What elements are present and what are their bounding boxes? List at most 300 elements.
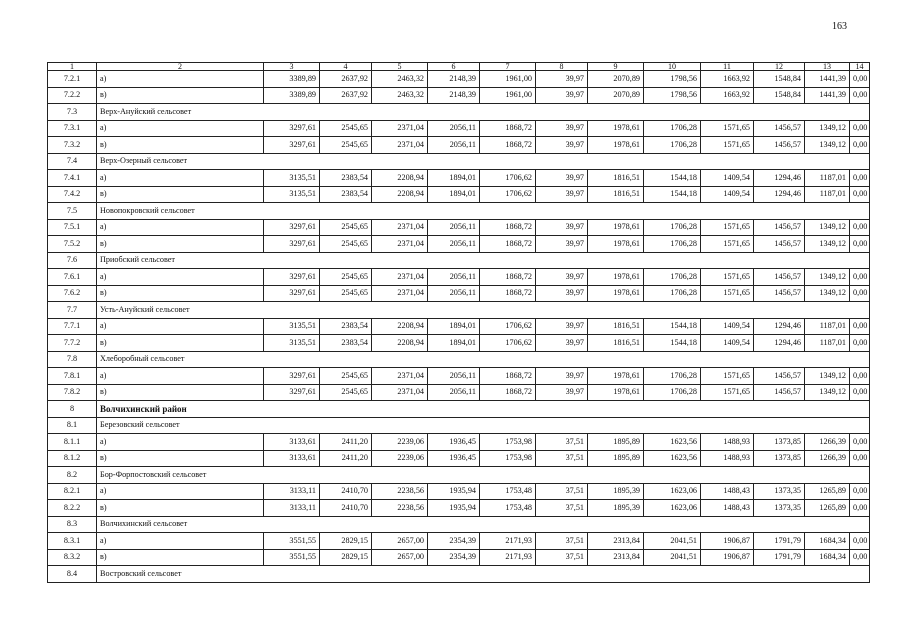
value-cell: 0,00 [850, 500, 870, 517]
value-cell: 2410,70 [320, 500, 372, 517]
table-row-section [48, 153, 870, 170]
value-cell: 1753,48 [480, 500, 536, 517]
value-cell: 39,97 [536, 170, 588, 187]
value-cell: 1349,12 [805, 285, 850, 302]
value-cell: 37,51 [536, 434, 588, 451]
row-id: 7.6 [48, 252, 97, 269]
value-cell: 1706,62 [480, 335, 536, 352]
value-cell: 1544,18 [644, 335, 701, 352]
value-cell: 2411,20 [320, 450, 372, 467]
row-id: 7.5.2 [48, 236, 97, 253]
row-id: 8.3.1 [48, 533, 97, 550]
value-cell: 2371,04 [372, 120, 428, 137]
value-cell: 1753,48 [480, 483, 536, 500]
value-cell: 1571,65 [701, 120, 754, 137]
row-id: 8.3.2 [48, 549, 97, 566]
value-cell: 39,97 [536, 368, 588, 385]
row-id: 8.2 [48, 467, 97, 484]
value-cell: 1623,56 [644, 450, 701, 467]
row-id: 7.3.2 [48, 137, 97, 154]
value-cell: 0,00 [850, 450, 870, 467]
value-cell: 3551,55 [264, 533, 320, 550]
row-label: а) [97, 120, 264, 137]
value-cell: 39,97 [536, 236, 588, 253]
value-cell: 2545,65 [320, 269, 372, 286]
value-cell: 2637,92 [320, 71, 372, 88]
value-cell: 1349,12 [805, 384, 850, 401]
table-row-district [48, 401, 870, 418]
row-id: 8.1 [48, 417, 97, 434]
value-cell: 2313,84 [588, 533, 644, 550]
table-row-section [48, 252, 870, 269]
value-cell: 2208,94 [372, 186, 428, 203]
value-cell: 0,00 [850, 483, 870, 500]
value-cell: 1894,01 [428, 186, 480, 203]
value-cell: 1187,01 [805, 318, 850, 335]
value-cell: 39,97 [536, 87, 588, 104]
value-cell: 39,97 [536, 318, 588, 335]
value-cell: 0,00 [850, 219, 870, 236]
column-number: 14 [850, 63, 870, 71]
row-id: 7.6.1 [48, 269, 97, 286]
value-cell: 1868,72 [480, 285, 536, 302]
section-name: Новопокровский сельсовет [97, 203, 870, 220]
value-cell: 1706,28 [644, 269, 701, 286]
value-cell: 2383,54 [320, 335, 372, 352]
value-cell: 2056,11 [428, 120, 480, 137]
value-cell: 2829,15 [320, 549, 372, 566]
value-cell: 2383,54 [320, 186, 372, 203]
value-cell: 1868,72 [480, 137, 536, 154]
row-label: в) [97, 137, 264, 154]
row-label: а) [97, 170, 264, 187]
value-cell: 1791,79 [754, 549, 805, 566]
value-cell: 1294,46 [754, 318, 805, 335]
value-cell: 1548,84 [754, 71, 805, 88]
value-cell: 1294,46 [754, 170, 805, 187]
table-row-section [48, 467, 870, 484]
value-cell: 39,97 [536, 120, 588, 137]
column-number: 12 [754, 63, 805, 71]
value-cell: 1868,72 [480, 219, 536, 236]
value-cell: 1868,72 [480, 236, 536, 253]
value-cell: 2056,11 [428, 269, 480, 286]
value-cell: 1544,18 [644, 186, 701, 203]
row-label: в) [97, 186, 264, 203]
value-cell: 1936,45 [428, 450, 480, 467]
value-cell: 1978,61 [588, 285, 644, 302]
value-cell: 2371,04 [372, 219, 428, 236]
value-cell: 2056,11 [428, 384, 480, 401]
column-number: 4 [320, 63, 372, 71]
row-id: 7.2.2 [48, 87, 97, 104]
value-cell: 1571,65 [701, 285, 754, 302]
row-label: в) [97, 384, 264, 401]
value-cell: 1894,01 [428, 335, 480, 352]
section-name: Востровский сельсовет [97, 566, 870, 583]
value-cell: 2371,04 [372, 384, 428, 401]
value-cell: 3297,61 [264, 368, 320, 385]
value-cell: 3297,61 [264, 269, 320, 286]
table-row-data [48, 450, 870, 467]
table-row-data [48, 170, 870, 187]
row-id: 7.8.1 [48, 368, 97, 385]
value-cell: 1409,54 [701, 186, 754, 203]
column-number: 11 [701, 63, 754, 71]
table-row-data [48, 71, 870, 88]
value-cell: 39,97 [536, 137, 588, 154]
value-cell: 2545,65 [320, 120, 372, 137]
value-cell: 1978,61 [588, 384, 644, 401]
row-id: 7.4 [48, 153, 97, 170]
value-cell: 39,97 [536, 384, 588, 401]
value-cell: 2545,65 [320, 236, 372, 253]
value-cell: 0,00 [850, 170, 870, 187]
row-id: 7.3 [48, 104, 97, 121]
row-label: в) [97, 87, 264, 104]
value-cell: 1265,89 [805, 500, 850, 517]
value-cell: 1373,35 [754, 483, 805, 500]
value-cell: 0,00 [850, 87, 870, 104]
table-row-data [48, 335, 870, 352]
value-cell: 1456,57 [754, 137, 805, 154]
value-cell: 1706,28 [644, 368, 701, 385]
table-row-section [48, 302, 870, 319]
row-id: 8.1.1 [48, 434, 97, 451]
value-cell: 1571,65 [701, 219, 754, 236]
value-cell: 1706,28 [644, 285, 701, 302]
value-cell: 2171,93 [480, 549, 536, 566]
value-cell: 2238,56 [372, 500, 428, 517]
row-id: 7.7 [48, 302, 97, 319]
value-cell: 1816,51 [588, 170, 644, 187]
value-cell: 1706,28 [644, 137, 701, 154]
value-cell: 1753,98 [480, 450, 536, 467]
table-row-data [48, 549, 870, 566]
value-cell: 2208,94 [372, 335, 428, 352]
value-cell: 2238,56 [372, 483, 428, 500]
table-row-data [48, 186, 870, 203]
column-number: 1 [48, 63, 97, 71]
value-cell: 0,00 [850, 269, 870, 286]
value-cell: 1456,57 [754, 219, 805, 236]
value-cell: 1623,06 [644, 483, 701, 500]
row-id: 8.4 [48, 566, 97, 583]
value-cell: 1816,51 [588, 335, 644, 352]
value-cell: 2070,89 [588, 87, 644, 104]
value-cell: 3297,61 [264, 137, 320, 154]
value-cell: 1706,62 [480, 318, 536, 335]
value-cell: 1895,39 [588, 500, 644, 517]
table-row-section [48, 351, 870, 368]
value-cell: 3389,89 [264, 71, 320, 88]
value-cell: 1456,57 [754, 384, 805, 401]
value-cell: 1978,61 [588, 269, 644, 286]
table-row-section [48, 516, 870, 533]
value-cell: 2056,11 [428, 219, 480, 236]
value-cell: 1868,72 [480, 368, 536, 385]
column-number: 5 [372, 63, 428, 71]
value-cell: 1978,61 [588, 120, 644, 137]
district-name: Волчихинский район [97, 401, 870, 418]
table-row-data [48, 533, 870, 550]
value-cell: 1906,87 [701, 549, 754, 566]
value-cell: 1441,39 [805, 71, 850, 88]
value-cell: 2637,92 [320, 87, 372, 104]
value-cell: 1816,51 [588, 318, 644, 335]
value-cell: 1441,39 [805, 87, 850, 104]
value-cell: 2371,04 [372, 236, 428, 253]
value-cell: 1349,12 [805, 219, 850, 236]
value-cell: 1894,01 [428, 170, 480, 187]
row-id: 8.1.2 [48, 450, 97, 467]
value-cell: 1706,28 [644, 236, 701, 253]
value-cell: 3297,61 [264, 384, 320, 401]
value-cell: 2371,04 [372, 368, 428, 385]
row-id: 7.7.1 [48, 318, 97, 335]
value-cell: 1868,72 [480, 120, 536, 137]
value-cell: 0,00 [850, 434, 870, 451]
value-cell: 2371,04 [372, 137, 428, 154]
value-cell: 1571,65 [701, 384, 754, 401]
table-row-data [48, 500, 870, 517]
column-number: 3 [264, 63, 320, 71]
value-cell: 1456,57 [754, 269, 805, 286]
table-row-data [48, 219, 870, 236]
value-cell: 1623,56 [644, 434, 701, 451]
tariff-table [47, 62, 870, 583]
value-cell: 0,00 [850, 186, 870, 203]
value-cell: 2208,94 [372, 318, 428, 335]
table-row-data [48, 285, 870, 302]
section-name: Бор-Форпостовский сельсовет [97, 467, 870, 484]
value-cell: 2463,32 [372, 87, 428, 104]
value-cell: 2041,51 [644, 549, 701, 566]
value-cell: 1294,46 [754, 186, 805, 203]
value-cell: 1488,43 [701, 500, 754, 517]
value-cell: 1294,46 [754, 335, 805, 352]
value-cell: 2545,65 [320, 137, 372, 154]
value-cell: 0,00 [850, 335, 870, 352]
value-cell: 2056,11 [428, 236, 480, 253]
row-label: а) [97, 269, 264, 286]
value-cell: 1936,45 [428, 434, 480, 451]
table-row-section [48, 566, 870, 583]
value-cell: 2171,93 [480, 533, 536, 550]
value-cell: 0,00 [850, 384, 870, 401]
row-id: 8.2.2 [48, 500, 97, 517]
row-label: а) [97, 434, 264, 451]
value-cell: 1544,18 [644, 318, 701, 335]
value-cell: 2148,39 [428, 71, 480, 88]
value-cell: 1623,06 [644, 500, 701, 517]
value-cell: 1906,87 [701, 533, 754, 550]
value-cell: 0,00 [850, 71, 870, 88]
value-cell: 1895,89 [588, 434, 644, 451]
value-cell: 1935,94 [428, 483, 480, 500]
value-cell: 2657,00 [372, 549, 428, 566]
row-id: 7.8 [48, 351, 97, 368]
value-cell: 1706,62 [480, 170, 536, 187]
value-cell: 1409,54 [701, 335, 754, 352]
value-cell: 1978,61 [588, 236, 644, 253]
value-cell: 1706,62 [480, 186, 536, 203]
value-cell: 3133,61 [264, 450, 320, 467]
value-cell: 2354,39 [428, 533, 480, 550]
table-row-data [48, 120, 870, 137]
row-label: а) [97, 219, 264, 236]
table-row-data [48, 236, 870, 253]
value-cell: 3133,61 [264, 434, 320, 451]
column-number: 13 [805, 63, 850, 71]
value-cell: 1706,28 [644, 219, 701, 236]
page-number: 163 [832, 21, 847, 32]
value-cell: 2383,54 [320, 318, 372, 335]
column-number: 9 [588, 63, 644, 71]
value-cell: 1895,39 [588, 483, 644, 500]
row-id: 7.4.1 [48, 170, 97, 187]
section-name: Усть-Ануйский сельсовет [97, 302, 870, 319]
table-row-section [48, 417, 870, 434]
value-cell: 1935,94 [428, 500, 480, 517]
value-cell: 3297,61 [264, 236, 320, 253]
value-cell: 3135,51 [264, 318, 320, 335]
value-cell: 0,00 [850, 120, 870, 137]
value-cell: 1684,34 [805, 549, 850, 566]
value-cell: 2313,84 [588, 549, 644, 566]
section-name: Хлеборобный сельсовет [97, 351, 870, 368]
value-cell: 1571,65 [701, 269, 754, 286]
value-cell: 1488,93 [701, 434, 754, 451]
value-cell: 1456,57 [754, 236, 805, 253]
table-row-section [48, 203, 870, 220]
value-cell: 1868,72 [480, 269, 536, 286]
value-cell: 1978,61 [588, 137, 644, 154]
value-cell: 1895,89 [588, 450, 644, 467]
value-cell: 1961,00 [480, 71, 536, 88]
value-cell: 2383,54 [320, 170, 372, 187]
value-cell: 1894,01 [428, 318, 480, 335]
value-cell: 1684,34 [805, 533, 850, 550]
value-cell: 1456,57 [754, 368, 805, 385]
value-cell: 2354,39 [428, 549, 480, 566]
table-row-data [48, 137, 870, 154]
row-id: 7.7.2 [48, 335, 97, 352]
row-label: а) [97, 71, 264, 88]
value-cell: 1409,54 [701, 170, 754, 187]
value-cell: 2410,70 [320, 483, 372, 500]
row-id: 7.3.1 [48, 120, 97, 137]
value-cell: 2208,94 [372, 170, 428, 187]
value-cell: 0,00 [850, 318, 870, 335]
value-cell: 2463,32 [372, 71, 428, 88]
value-cell: 3297,61 [264, 219, 320, 236]
table-row-data [48, 483, 870, 500]
value-cell: 3135,51 [264, 335, 320, 352]
value-cell: 1488,93 [701, 450, 754, 467]
value-cell: 1187,01 [805, 170, 850, 187]
value-cell: 2545,65 [320, 384, 372, 401]
column-number: 7 [480, 63, 536, 71]
value-cell: 1266,39 [805, 450, 850, 467]
section-name: Верх-Ануйский сельсовет [97, 104, 870, 121]
value-cell: 3297,61 [264, 120, 320, 137]
value-cell: 1663,92 [701, 71, 754, 88]
row-id: 8.2.1 [48, 483, 97, 500]
value-cell: 1265,89 [805, 483, 850, 500]
row-id: 7.5.1 [48, 219, 97, 236]
value-cell: 1978,61 [588, 219, 644, 236]
section-name: Верх-Озерный сельсовет [97, 153, 870, 170]
value-cell: 1571,65 [701, 137, 754, 154]
value-cell: 1791,79 [754, 533, 805, 550]
value-cell: 2056,11 [428, 137, 480, 154]
row-label: а) [97, 483, 264, 500]
value-cell: 0,00 [850, 285, 870, 302]
value-cell: 1187,01 [805, 335, 850, 352]
value-cell: 2829,15 [320, 533, 372, 550]
value-cell: 1488,43 [701, 483, 754, 500]
value-cell: 2041,51 [644, 533, 701, 550]
value-cell: 1571,65 [701, 368, 754, 385]
table-row-data [48, 318, 870, 335]
value-cell: 1349,12 [805, 236, 850, 253]
value-cell: 3551,55 [264, 549, 320, 566]
value-cell: 1753,98 [480, 434, 536, 451]
value-cell: 2371,04 [372, 269, 428, 286]
value-cell: 39,97 [536, 285, 588, 302]
value-cell: 1373,85 [754, 434, 805, 451]
column-number: 10 [644, 63, 701, 71]
value-cell: 1798,56 [644, 71, 701, 88]
value-cell: 2371,04 [372, 285, 428, 302]
row-label: в) [97, 335, 264, 352]
value-cell: 2056,11 [428, 368, 480, 385]
value-cell: 39,97 [536, 335, 588, 352]
section-name: Березовский сельсовет [97, 417, 870, 434]
value-cell: 1349,12 [805, 137, 850, 154]
column-number-row [48, 63, 870, 71]
value-cell: 0,00 [850, 236, 870, 253]
value-cell: 37,51 [536, 483, 588, 500]
value-cell: 3135,51 [264, 170, 320, 187]
value-cell: 0,00 [850, 137, 870, 154]
value-cell: 2056,11 [428, 285, 480, 302]
row-label: а) [97, 368, 264, 385]
value-cell: 1548,84 [754, 87, 805, 104]
row-label: в) [97, 285, 264, 302]
value-cell: 37,51 [536, 549, 588, 566]
table-row-data [48, 384, 870, 401]
column-number: 8 [536, 63, 588, 71]
value-cell: 2070,89 [588, 71, 644, 88]
value-cell: 1373,85 [754, 450, 805, 467]
value-cell: 3135,51 [264, 186, 320, 203]
value-cell: 2545,65 [320, 368, 372, 385]
value-cell: 2411,20 [320, 434, 372, 451]
row-id: 7.2.1 [48, 71, 97, 88]
row-label: а) [97, 318, 264, 335]
table-row-data [48, 87, 870, 104]
row-id: 8 [48, 401, 97, 418]
value-cell: 37,51 [536, 450, 588, 467]
row-id: 7.6.2 [48, 285, 97, 302]
value-cell: 1349,12 [805, 269, 850, 286]
value-cell: 0,00 [850, 368, 870, 385]
value-cell: 1706,28 [644, 384, 701, 401]
value-cell: 2148,39 [428, 87, 480, 104]
value-cell: 1373,35 [754, 500, 805, 517]
